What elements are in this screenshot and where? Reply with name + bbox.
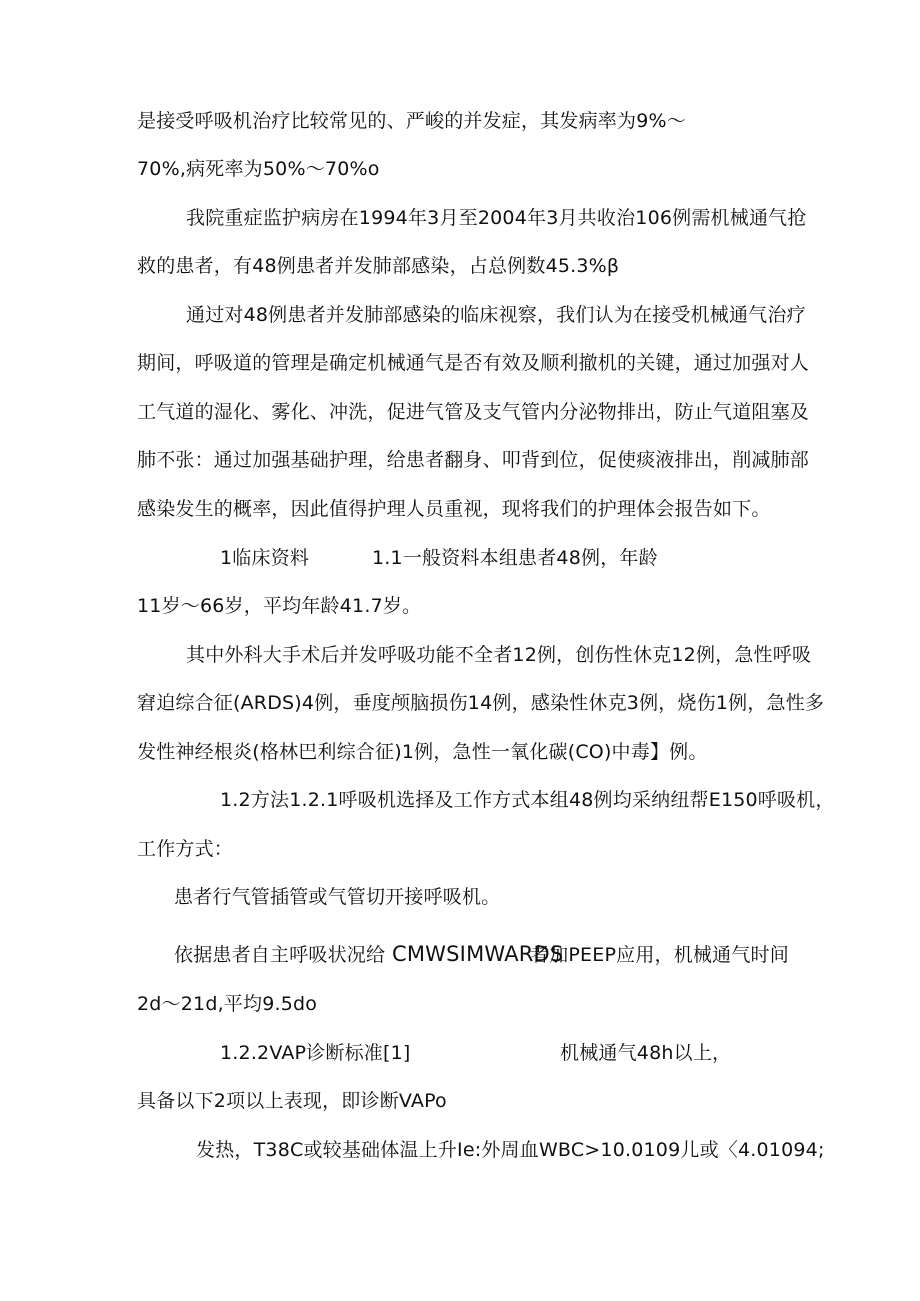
text-line: 其中外科大手术后并发呼吸功能不全者12例，创伤性休克12例，急性呼吸 [186, 644, 812, 666]
mode-abbreviations: CMWSIMWARDS [392, 942, 564, 966]
text-line: 70%,病死率为50%〜70%o [137, 158, 380, 180]
text-line: 感染发生的概率，因此值得护理人员重视，现将我们的护理体会报告如下。 [137, 498, 771, 520]
text-line: 机械通气48h以上， [560, 1042, 732, 1064]
text-line: 是接受呼吸机治疗比较常见的、严峻的并发症，其发病率为9%〜 [137, 110, 686, 132]
text-line: 工气道的湿化、雾化、冲洗，促进气管及支气管内分泌物排出，防止气道阻塞及 [137, 401, 810, 423]
text-line: 患者行气管插管或气管切开接呼吸机。 [174, 886, 501, 908]
text-line: 工作方式： [137, 838, 234, 860]
text-line: 者加PEEP应用，机械通气时间 [530, 944, 789, 966]
text-line: 窘迫综合征(ARDS)4例，垂度颅脑损伤14例，感染性休克3例，烧伤1例，急性多 [137, 692, 825, 714]
text-line: 我院重症监护病房在1994年3月至2004年3月共收治106例需机械通气抢 [186, 207, 807, 229]
text-line: 1.1一般资料本组患者48例，年龄 [372, 547, 658, 569]
section-heading: 1临床资料 [220, 547, 310, 569]
text-line: 发热，T38C或较基础体温上升Ie:外周血WBC>10.0109儿或〈4.01094; [196, 1139, 825, 1161]
text-line: 具备以下2项以上表现，即诊断VAPo [137, 1090, 447, 1112]
section-heading: 1.2.2VAP诊断标准[1] [220, 1042, 411, 1064]
text-line: 发性神经根炎(格林巴利综合征)1例，急性一氧化碳(CO)中毒】例。 [137, 741, 708, 763]
text-line: 11岁～66岁，平均年龄41.7岁。 [137, 595, 422, 617]
text-line: 依据患者自主呼吸状况给 [174, 944, 386, 966]
text-line: 肺不张：通过加强基础护理，给患者翻身、叩背到位，促使痰液排出，削减肺部 [137, 449, 810, 471]
text-line: 1.2方法1.2.1呼吸机选择及工作方式本组48例均采纳纽帮E150呼吸机， [220, 789, 835, 811]
text-line: 救的患者，有48例患者并发肺部感染，占总例数45.3%β [137, 255, 620, 277]
text-line: 期间，呼吸道的管理是确定机械通气是否有效及顺利撤机的关键，通过加强对人 [137, 352, 810, 374]
text-line: 2d〜21d,平均9.5do [137, 993, 318, 1015]
text-line: 通过对48例患者并发肺部感染的临床视察，我们认为在接受机械通气治疗 [186, 304, 806, 326]
